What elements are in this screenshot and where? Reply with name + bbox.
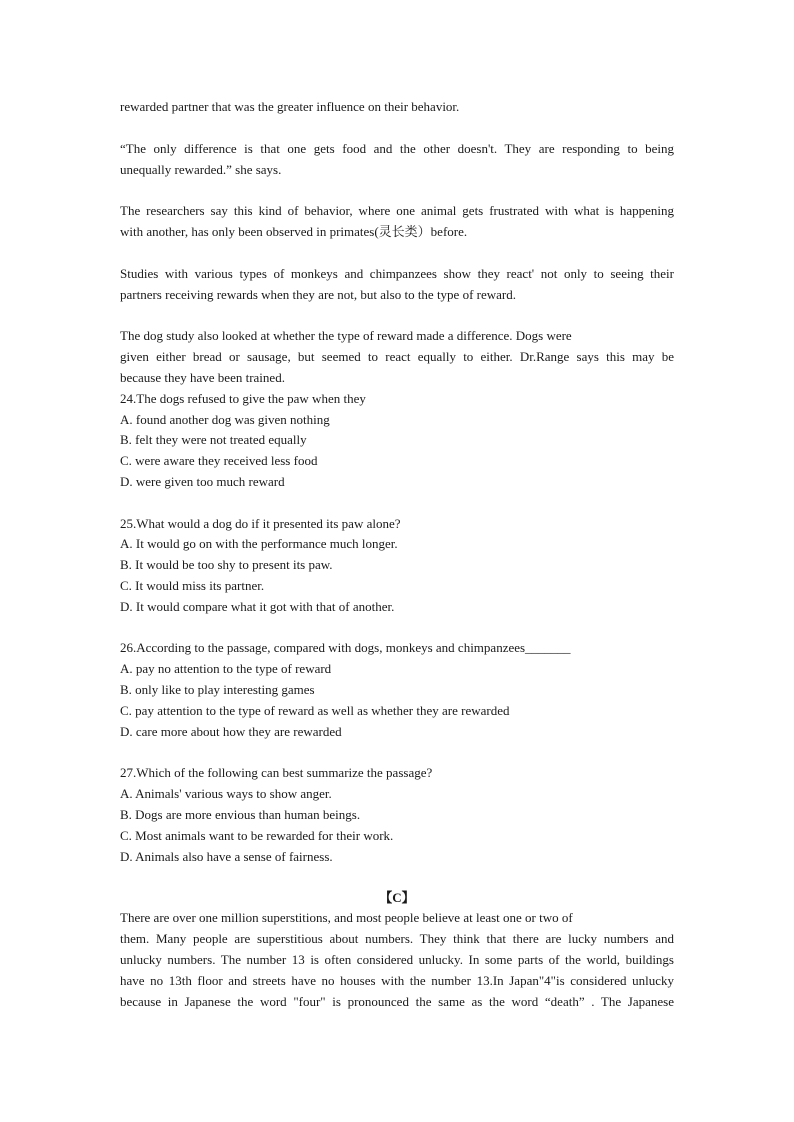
paragraph-line: have no 13th floor and streets have no houses with the number 13.In Japan"4"is considered unlucky — [120, 973, 674, 988]
answer-option: C. pay attention to the type of reward as well as whether they are rewarded — [120, 703, 510, 718]
answer-option: A. pay no attention to the type of reward — [120, 661, 332, 676]
paragraph-line: The dog study also looked at whether the type of reward made a difference. Dogs were — [120, 328, 572, 343]
question-stem: 24.The dogs refused to give the paw when they — [120, 391, 366, 406]
paragraph-line: unequally rewarded.” she says. — [120, 162, 282, 177]
paragraph-line: partners receiving rewards when they are not, but also to the type of reward. — [120, 287, 516, 302]
answer-option: B. only like to play interesting games — [120, 682, 315, 697]
paragraph-line: “The only difference is that one gets food and the other doesn't. They are responding to being — [120, 141, 674, 156]
answer-option: D. Animals also have a sense of fairness. — [120, 849, 333, 864]
answer-option: B. It would be too shy to present its paw. — [120, 557, 333, 572]
question-stem: 25.What would a dog do if it presented its paw alone? — [120, 516, 401, 531]
question-stem: 27.Which of the following can best summarize the passage? — [120, 765, 433, 780]
answer-option: B. felt they were not treated equally — [120, 432, 307, 447]
paragraph-line: rewarded partner that was the greater influence on their behavior. — [120, 99, 460, 114]
answer-option: C. It would miss its partner. — [120, 578, 265, 593]
paragraph-line: because in Japanese the word "four" is pronounced the same as the word “death” . The Japanese — [120, 994, 674, 1009]
answer-option: C. were aware they received less food — [120, 453, 318, 468]
answer-option: B. Dogs are more envious than human beings. — [120, 807, 361, 822]
answer-option: A. It would go on with the performance much longer. — [120, 536, 398, 551]
answer-option: D. care more about how they are rewarded — [120, 724, 342, 739]
answer-option: A. found another dog was given nothing — [120, 412, 330, 427]
answer-option: C. Most animals want to be rewarded for their work. — [120, 828, 394, 843]
answer-option: D. It would compare what it got with that of another. — [120, 599, 395, 614]
paragraph-line: unlucky numbers. The number 13 is often considered unlucky. In some parts of the world, buildings — [120, 952, 674, 967]
question-stem: 26.According to the passage, compared with dogs, monkeys and chimpanzees_______ — [120, 640, 571, 655]
paragraph-line: with another, has only been observed in primates(灵长类）before. — [120, 224, 468, 239]
section-heading: 【C】 — [379, 890, 415, 905]
answer-option: D. were given too much reward — [120, 474, 285, 489]
paragraph-line: given either bread or sausage, but seemed to react equally to either. Dr.Range says this may be — [120, 349, 674, 364]
answer-option: A. Animals' various ways to show anger. — [120, 786, 332, 801]
paragraph-line: There are over one million superstitions, and most people believe at least one or two of — [120, 910, 573, 925]
paragraph-line: them. Many people are superstitious about numbers. They think that there are lucky numbers and — [120, 931, 674, 946]
paragraph-line: Studies with various types of monkeys and chimpanzees show they react' not only to seeing their — [120, 266, 674, 281]
paragraph-line: because they have been trained. — [120, 370, 285, 385]
paragraph-line: The researchers say this kind of behavior, where one animal gets frustrated with what is happening — [120, 203, 674, 218]
